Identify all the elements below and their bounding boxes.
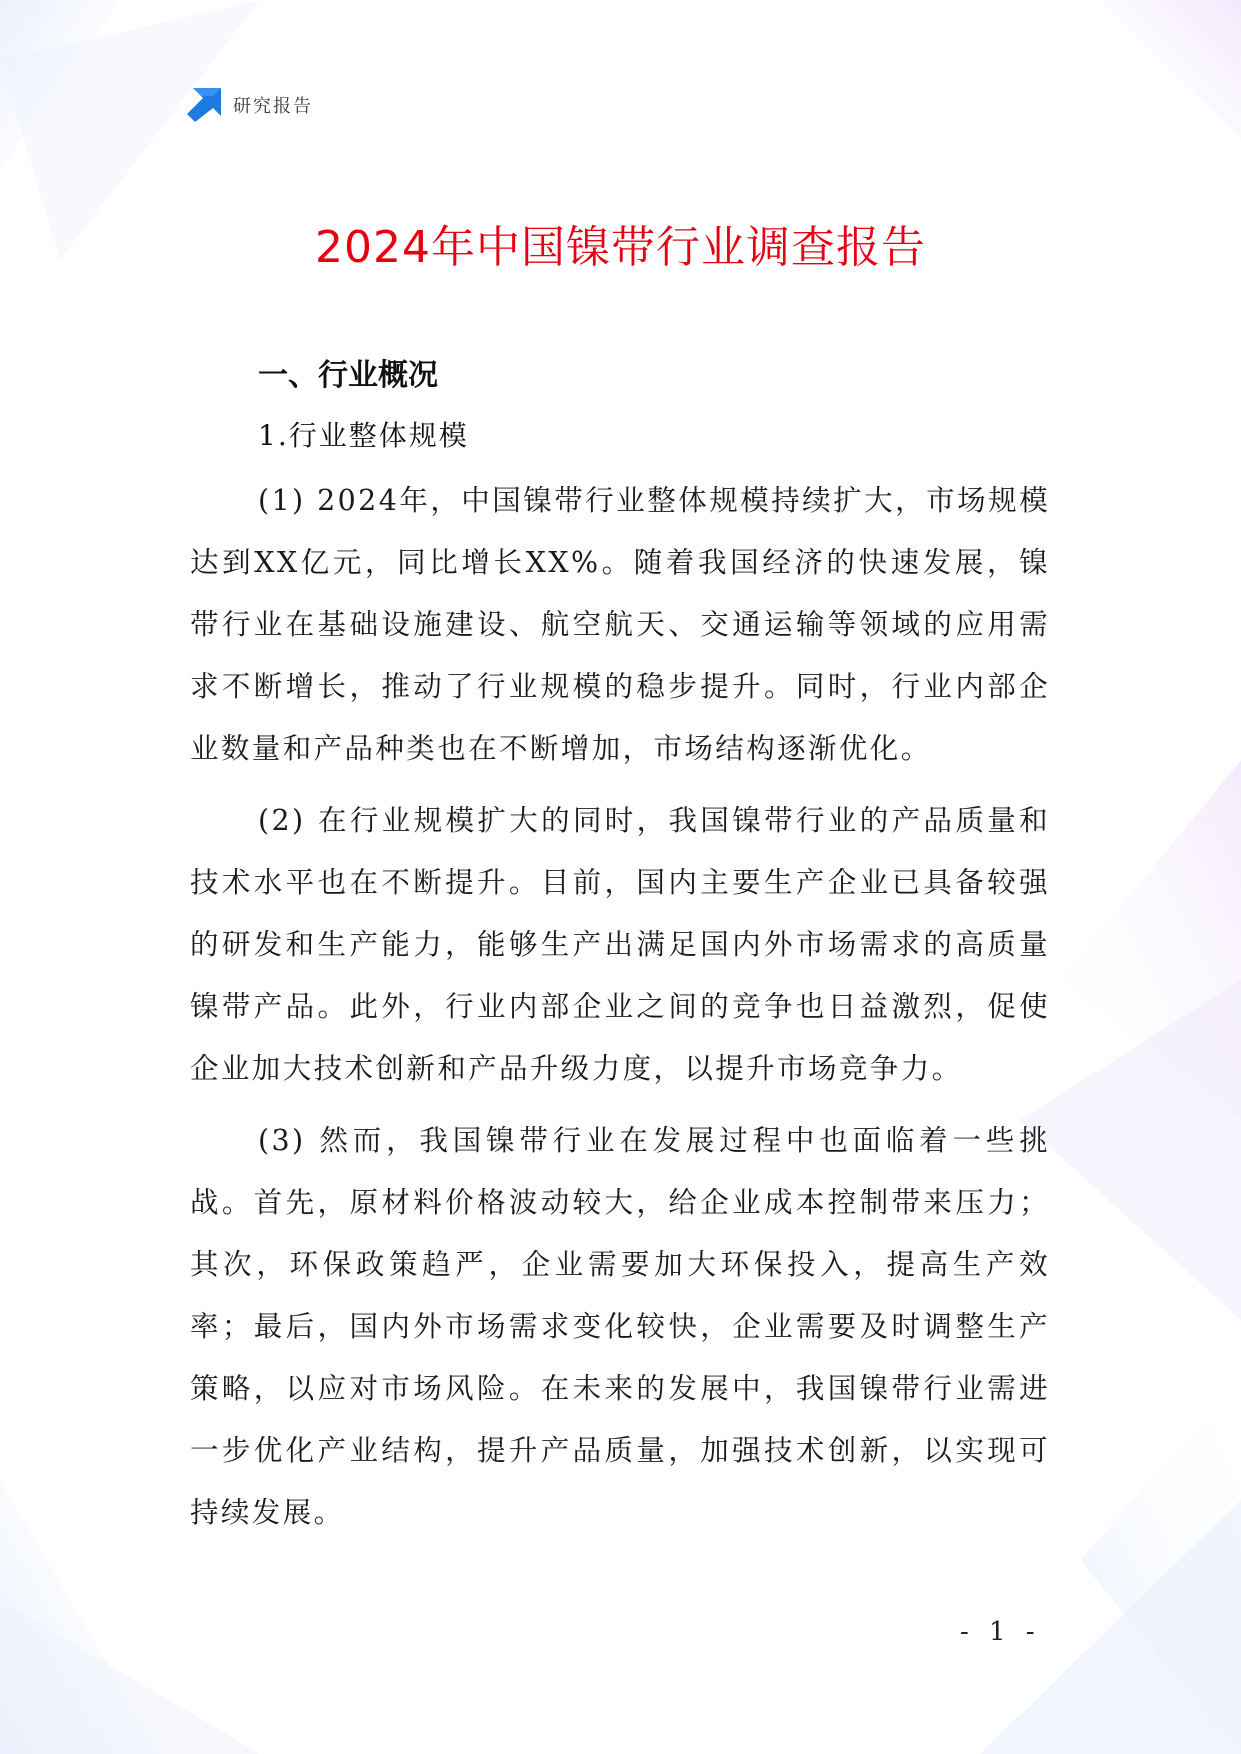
paragraph-1: (1) 2024年，中国镍带行业整体规模持续扩大，市场规模达到XX亿元，同比增长XX%。随着我国经济的快速发展，镍带行业在基础设施建设、航空航天、交通运输等领域的应用需求不断增长，推动了行业规模的稳步提升。同时，行业内部企业数量和产品种类也在不断增加，市场结构逐渐优化。 <box>190 484 1050 765</box>
section-heading: 一、行业概况 <box>258 358 438 393</box>
report-header <box>187 88 313 122</box>
subsection-heading: 1.行业整体规模 <box>258 419 469 452</box>
page-number: - 1 - <box>960 1617 1041 1647</box>
document-title: 2024年中国镍带行业调查报告 <box>315 222 926 273</box>
header-brand-text: 研究报告 <box>233 96 313 117</box>
paragraph-2: (2) 在行业规模扩大的同时，我国镍带行业的产品质量和技术水平也在不断提升。目前，国内主要生产企业已具备较强的研发和生产能力，能够生产出满足国内外市场需求的高质量镍带产品。此外，行业内部企业之间的竞争也日益激烈，促使企业加大技术创新和产品升级力度，以提升市场竞争力。 <box>190 804 1050 1085</box>
arrow-up-right-icon <box>187 88 221 122</box>
document-body <box>190 352 1050 1544</box>
paragraph-3: (3) 然而，我国镍带行业在发展过程中也面临着一些挑战。首先，原材料价格波动较大，给企业成本控制带来压力；其次，环保政策趋严，企业需要加大环保投入，提高生产效率；最后，国内外市场需求变化较快，企业需要及时调整生产策略，以应对市场风险。在未来的发展中，我国镍带行业需进一步优化产业结构，提升产品质量，加强技术创新，以实现可持续发展。 <box>190 1124 1050 1529</box>
